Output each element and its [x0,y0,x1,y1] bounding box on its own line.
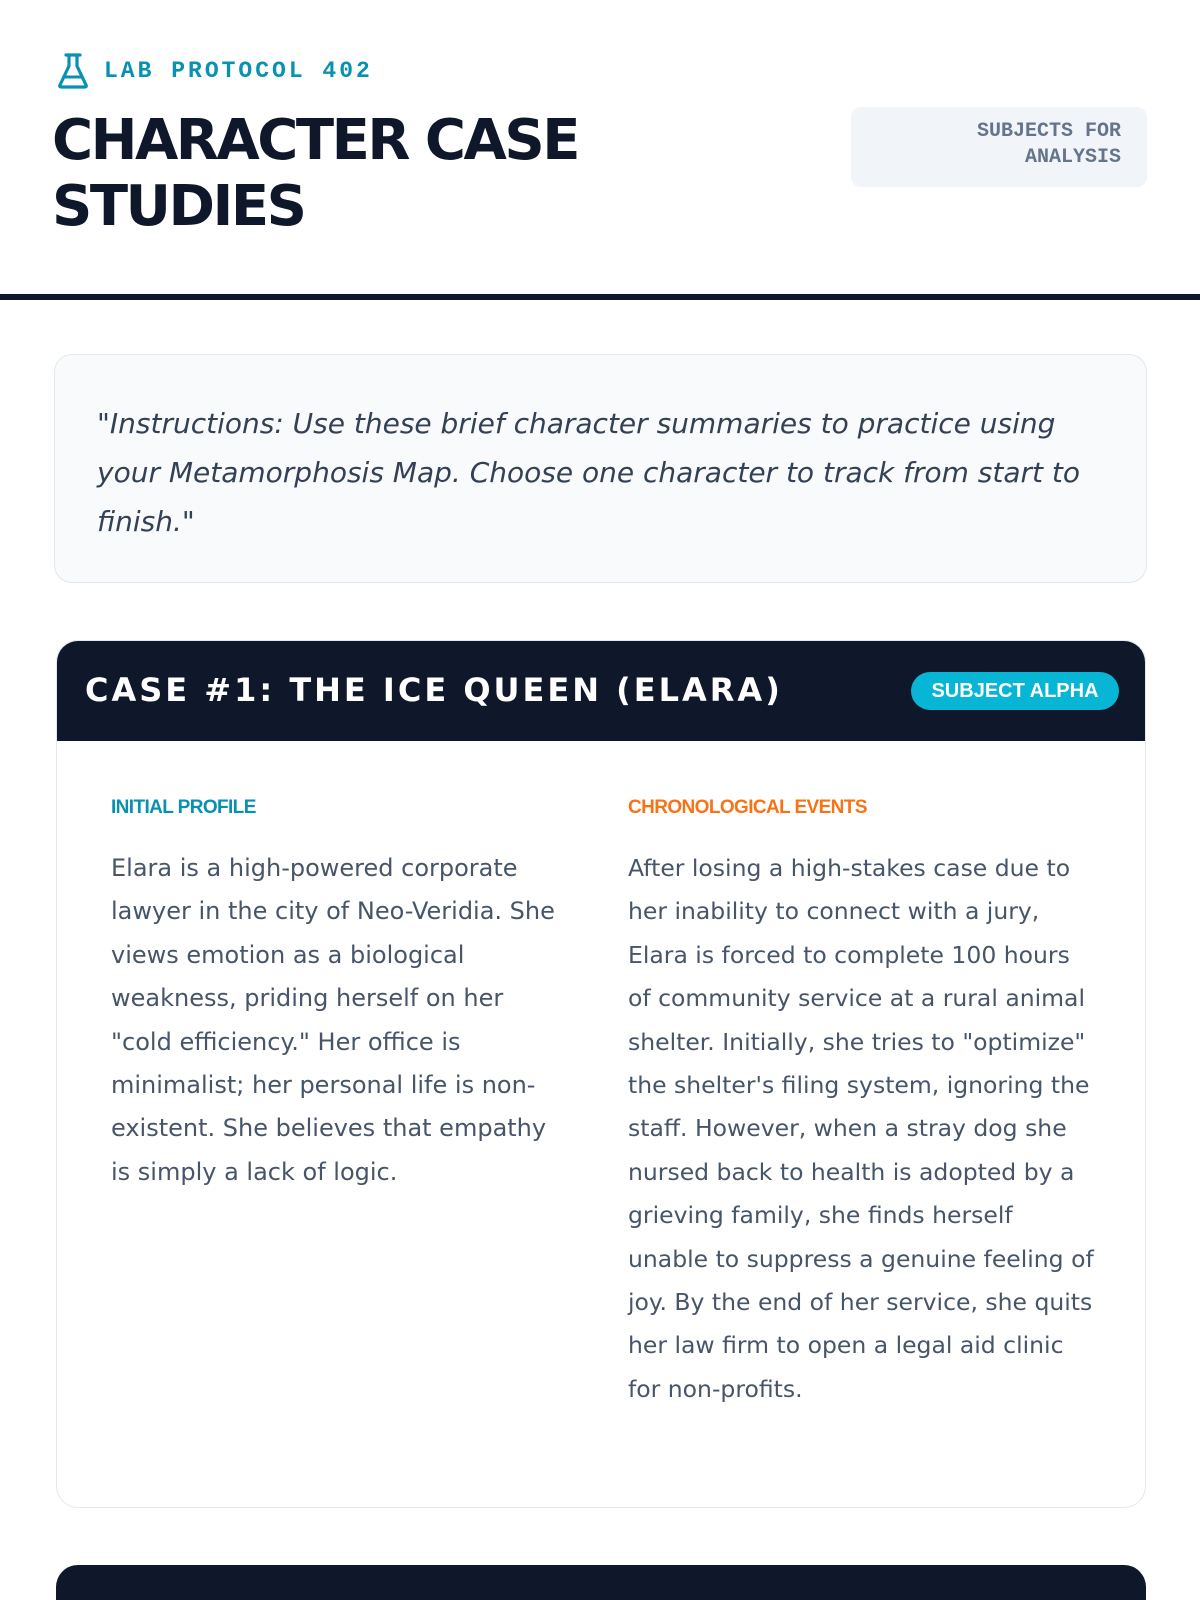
initial-profile-heading: INITIAL PROFILE [111,797,256,818]
page-title: CHARACTER CASE STUDIES [52,108,578,239]
next-case-card-header [56,1565,1146,1600]
chronological-events-heading: CHRONOLOGICAL EVENTS [628,797,867,818]
protocol-label: LAB PROTOCOL 402 [104,58,373,84]
subject-badge: SUBJECT ALPHA [911,672,1119,710]
flask-icon [56,52,90,90]
chronological-events-text: After losing a high-stakes case due to her inability to connect with a jury, Elara is forced to complete 100 hours of community service at a rural animal shelter. Initially, she tries to "optimize" the shelter's filing system, ignoring the staff. However, when a stray dog she nursed back to health is adopted by a grieving family, she finds herself unable to suppress a genuine feeling of joy. By the end of her service, she quits her law firm to open a legal aid clinic for non-profits. [628,854,1094,1403]
case-header [57,641,1145,741]
case-card [56,640,1146,1508]
case-title: CASE #1: THE ICE QUEEN (ELARA) [85,671,783,709]
instructions-box: "Instructions: Use these brief character summaries to practice using your Metamorphosis Map. Choose one character to track from start to finish." [54,354,1147,583]
protocol-tag [56,52,373,90]
initial-profile-column [111,795,571,1194]
subjects-badge: SUBJECTS FOR ANALYSIS [851,107,1147,187]
initial-profile-text: Elara is a high-powered corporate lawyer in the city of Neo-Veridia. She views emotion as a biological weakness, priding herself on her "cold efficiency." Her office is minimalist; her personal life is non-existent. She believes that empathy is simply a lack of logic. [111,854,555,1186]
page-header [0,0,1200,300]
chronological-events-column [628,795,1098,1411]
